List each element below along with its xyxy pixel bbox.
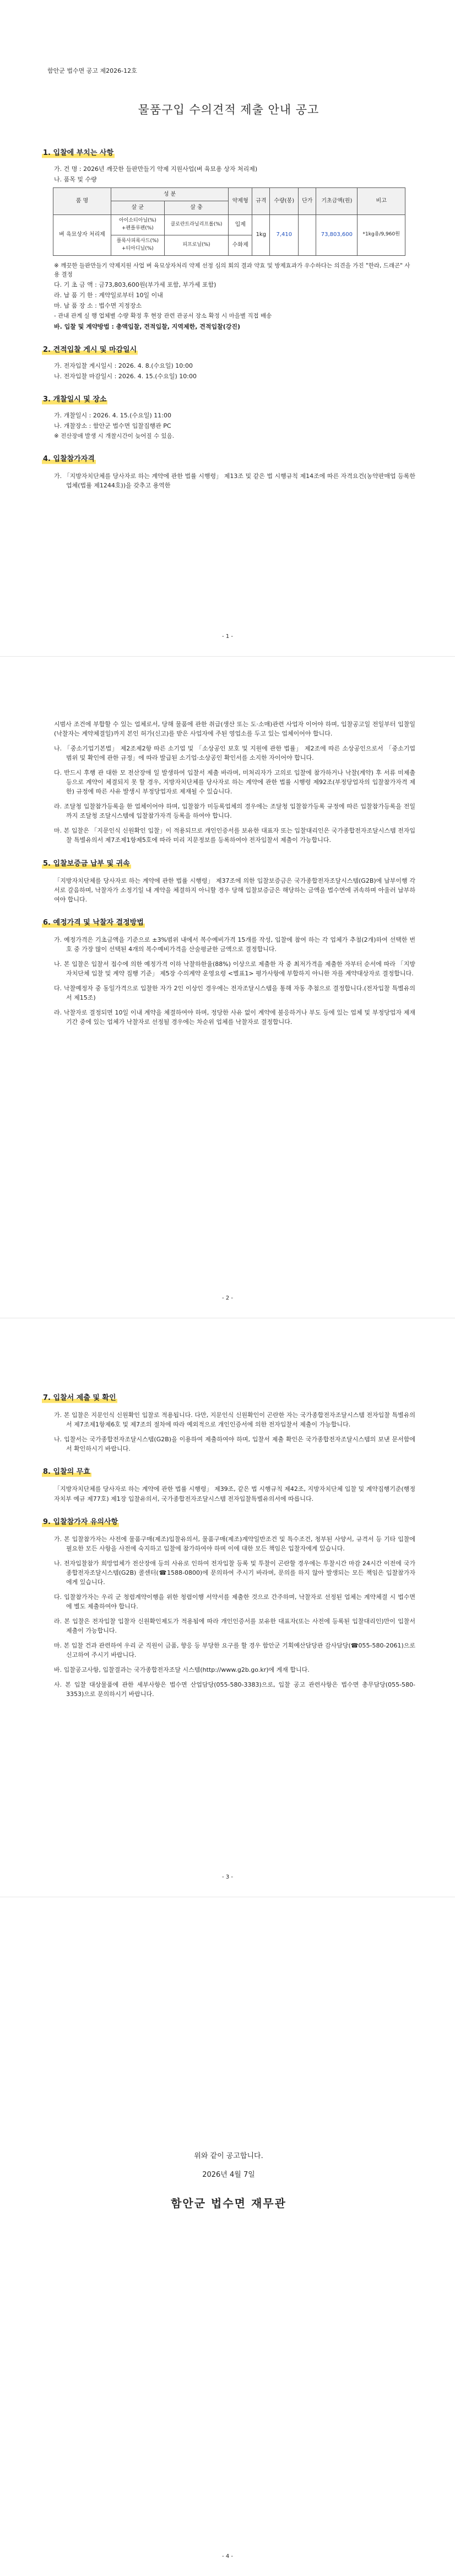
cell-form-2: 수화제 — [229, 235, 252, 255]
price-d: 라. 낙찰자로 결정되면 10일 이내 계약을 체결하여야 하며, 정당한 사유 없이 계약에 불응하거나 부도 등에 있는 업체 및 부정당업자 제재 기간 중에 있는 업체가 낙찰자로 선정될 경우에는 차순위 업체를 낙찰자로 결정합니다. — [54, 1009, 415, 1026]
submit-b: 나. 입찰서는 국가종합전자조달시스템(G2B)을 이용하여 제출하여야 하며, 입찰서 제출 확인은 국가종합전자조달시스템의 보낸 문서함에서 확인하시기 바랍니다. — [54, 1436, 415, 1453]
cell-fungicide-1: 아이소티아닐(%) +펜플루펜(%) — [111, 214, 164, 235]
section-2-title: 2. 견적입찰 게시 및 마감일시 — [42, 345, 138, 356]
cell-insecticide-1: 클로란트라닐리프롤(%) — [164, 214, 229, 235]
caution-d: 라. 본 입찰은 전자입찰 입찰자 신원확인제도가 적용됨에 따라 개인인증서를 보유한 대표자(또는 사전에 등록된 입찰대리인)만이 입찰서 제출이 가능합니다. — [54, 1618, 415, 1635]
section-8-title: 8. 입찰의 무효 — [42, 1467, 91, 1478]
page-number: - 4 - — [222, 2553, 233, 2559]
page-number: - 1 - — [222, 633, 233, 640]
section-9 — [42, 1517, 415, 1699]
page-4 — [0, 1897, 455, 2576]
cell-form-1: 입제 — [229, 214, 252, 235]
document-number: 함안군 법수면 공고 제2026-12호 — [47, 67, 137, 74]
bid-post-time: 가. 전자입찰 게시일시 : 2026. 4. 8.(수요일) 10:00 — [54, 362, 193, 369]
delivery-note: - 관내 관계 실 행 업체별 수량 확정 후 현장 관련 관공서 장소 확정 시 마을별 직접 배송 — [54, 313, 272, 320]
page-1 — [0, 0, 455, 656]
closing-block — [42, 2151, 415, 2181]
cell-qty: 7,410 — [270, 214, 299, 255]
base-amount: 다. 기 초 금 액 : 금73,803,600원(부가세 포함, 부가세 포함) — [54, 281, 216, 289]
caution-f: 바. 입찰공고사항, 입찰결과는 국가종합전자조달 시스템(http://www.g2b.go.kr)에 게재 합니다. — [54, 1666, 310, 1674]
qualification-c: 다. 반드시 후행 관 대한 모 전산장애 일 발생하여 입찰서 제출 바라며, 미처리자가 고의로 입찰에 참가하거나 낙찰(계약) 후 서류 미제출 등으로 계약이 체결되지 못 할 경우, 지방자치단체를 당사자로 하는 계약에 관한 법률 시행령 제92조(부정당업자의 입찰참가자격 제한) 규정에 따른 사유 발생시 부정당업자로 제재될 수 있습니다. — [54, 769, 415, 796]
section-7 — [42, 1393, 415, 1453]
th-amount: 기초금액(원) — [316, 187, 358, 214]
qualification-continued: 시범사 조건에 부합할 수 있는 업체로서, 당해 물품에 관한 취급(생산 또는 도·소매)관련 사업자 이어야 하며, 입찰공고일 전일부터 입찰일(낙찰자는 계약체결일)까지 본인 허가(신고)를 받은 사업자에 주된 영업소를 두고 있는 업체이어야 합니다. — [54, 721, 415, 738]
page-number: - 3 - — [222, 1874, 233, 1880]
qualification-a: 가. 「지방자치단체를 당사자로 하는 계약에 관한 법률 시행령」 제13조 및 같은 법 시행규칙 제14조에 따른 자격요건(농약판매업 등록한 업체(법률 제1244호))을 갖추고 용역한 — [54, 473, 415, 490]
cell-amount: 73,803,600 — [316, 214, 358, 255]
th-qty: 수량(봉) — [270, 187, 299, 214]
qualification-d: 라. 조달청 입찰참가등록을 한 업체이어야 하며, 입찰참가 미등록업체의 경우에는 조달청 입찰참가등록 규정에 따른 입찰참가등록을 전일까지 조달청 조달시스템에 입찰참가자격 등록을 하여야 합니다. — [54, 803, 415, 820]
section-4-title: 4. 입찰참가자격 — [42, 454, 96, 465]
page-number: - 2 - — [222, 1295, 233, 1301]
th-insecticide: 살 충 — [164, 201, 229, 215]
cell-unit — [299, 214, 316, 255]
th-form: 약제형 — [229, 187, 252, 214]
section-6 — [42, 917, 415, 1027]
page-3 — [0, 1318, 455, 1897]
opening-time: 가. 개찰일시 : 2026. 4. 15.(수요일) 11:00 — [54, 411, 171, 419]
delivery-deadline: 라. 납 품 기 한 : 계약일로부터 10일 이내 — [54, 292, 163, 299]
cell-fungicide-2: 플룩사피록사드(%) +티아디닐(%) — [111, 235, 164, 255]
outage-note: ※ 전산장애 발생 시 개찰시간이 늦어질 수 있음. — [54, 433, 175, 440]
cell-insecticide-2: 피프로닐(%) — [164, 235, 229, 255]
closing-date: 2026년 4월 7일 — [202, 2171, 255, 2180]
cell-size: 1kg — [252, 214, 270, 255]
document-title: 물품구입 수의견적 제출 안내 공고 — [138, 103, 319, 117]
th-category: 품 명 — [53, 187, 111, 214]
th-unit: 단가 — [299, 187, 316, 214]
invalid-text: 「지방자치단체를 당사자로 하는 계약에 관한 법률 시행령」 제39조, 같은 법 시행규칙 제42조, 지방자치단체 입찰 및 계약집행기준(행정자치부 예규 제77호) 제1장 입찰유의서, 국가종합전자조달시스템 전자입찰특별유의서에 따릅니다. — [54, 1485, 415, 1502]
th-size: 규격 — [252, 187, 270, 214]
section-1 — [42, 148, 415, 331]
section-2 — [42, 345, 415, 381]
caution-b: 나. 전자입찰참가 희망업체가 전산장애 등의 사유로 인하여 전자입찰 등록 및 투찰이 곤란할 경우에는 투찰시간 마감 24시간 이전에 국가종합전자조달시스템(G2B) 콜센터(☎1588-0800)에 문의하여 주시기 바라며, 문의를 하지 않아 발생되는 모든 책임은 입찰참가자에게 있습니다. — [54, 1559, 415, 1586]
section-1-title: 1. 입찰에 부치는 사항 — [42, 148, 115, 159]
contract-method: 바. 입찰 및 계약방법 : 총액입찰, 견적입찰, 지역제한, 견적입찰(강진) — [54, 323, 241, 330]
section-5 — [42, 858, 415, 904]
closing-line: 위와 같이 공고합니다. — [194, 2152, 263, 2160]
section-7-title: 7. 입찰서 제출 및 확인 — [42, 1393, 117, 1404]
cell-product: 벼 육묘상자 처리제 — [53, 214, 111, 255]
price-a: 가. 예정가격은 기초금액을 기준으로 ±3%범위 내에서 복수예비가격 15개를 작성, 입찰에 참여 하는 각 업체가 추첨(2개)하여 선택한 번호 중 가장 많이 선택된 4개의 복수예비가격을 산술평균한 금액으로 결정합니다. — [54, 936, 415, 953]
opening-place: 나. 개찰장소 : 함안군 법수면 입찰집행관 PC — [54, 422, 171, 430]
section-4 — [42, 454, 415, 490]
th-fungicide: 살 균 — [111, 201, 164, 215]
th-remark: 비고 — [358, 187, 405, 214]
caution-e: 마. 본 입찰 건과 관련하여 우리 군 직원이 금품, 향응 등 부당한 요구를 할 경우 함안군 기획예산담당관 감사담당(☎055-580-2061)으로 신고하여 주시기 바랍니다. — [54, 1642, 415, 1659]
table-row — [53, 214, 405, 235]
items-table — [53, 187, 405, 256]
caution-a: 가. 본 입찰참가자는 사전에 물품구매(제조)입찰유의서, 물품구매(제조)계약일반조건 및 특수조건, 청부된 사양서, 규격서 등 기타 입찰에 필요한 모든 사항을 사전에 숙지하고 입찰에 참가하여야 하며 이에 대한 모든 책임은 입찰자에게 있습니다. — [54, 1535, 415, 1552]
qualification-e: 마. 본 입찰은 「지문인식 신원확인 입찰」이 적용되므로 개인인증서를 보유한 대표자 또는 입찰대리인은 국가종합전자조달시스템 전자입찰 특별유의서 제7조제1항제5호에 따라 미리 지문정보를 등록하여야 전자입찰서 제출이 가능합니다. — [54, 827, 415, 844]
price-b: 나. 본 입찰은 입찰서 접수에 의한 예정가격 이하 낙찰하한율(88%) 이상으로 제출한 자 중 최저가격을 제출한 자부터 순서에 따라 「지방자치단체 입찰 및 계약 집행 기준」 제5장 수의계약 운영요령 <별표1> 평가사항에 부합하지 아니한 자를 계약대상자로 결정합니다. — [54, 960, 415, 978]
selection-note: ※ 깨끗한 들판만들기 약제지원 사업 벼 육묘상자처리 약제 선정 심의 회의 결과 약효 및 방제효과가 우수하다는 의견을 가진 "한라, 드래곤" 사용 결정 — [54, 262, 410, 278]
delivery-location: 마. 납 품 장 소 : 법수면 지정장소 — [54, 302, 142, 310]
submit-a: 가. 본 입찰은 지문인식 신원확인 입찰로 적용됩니다. 다만, 지문인식 신원확인이 곤란한 자는 국가종합전자조달시스템 전자입찰 특별유의서 제7조제1항제6호 및 제7조의 절차에 따라 예외적으로 개인인증서에 의한 전자입찰서 제출이 가능합니다. — [54, 1412, 415, 1429]
section-8 — [42, 1467, 415, 1503]
item-name: 가. 건 명 : 2026년 깨끗한 들판만들기 약제 지원사업(벼 육묘용 상자 처리제) — [54, 165, 258, 173]
deposit-text: 「지방자치단체를 당사자로 하는 계약에 관한 법률 시행령」 제37조에 의한 입찰보증금은 국가종합전자조달시스템(G2B)에 납부이행 각서로 갈음하며, 낙찰자가 소정기일 내 계약을 체결하지 아니할 경우 당해 입찰보증금은 해당하는 금액을 법수면에 귀속하며 아울러 납부하여야 합니다. — [54, 877, 415, 903]
section-9-title: 9. 입찰참가자 유의사항 — [42, 1517, 119, 1528]
page-2 — [0, 656, 455, 1318]
section-5-title: 5. 입찰보증금 납부 및 귀속 — [42, 858, 131, 870]
th-spec: 성 분 — [111, 187, 228, 201]
issuer-name: 함안군 법수면 재무관 — [171, 2197, 286, 2210]
section-3 — [42, 394, 415, 441]
caution-g: 사. 본 입찰 대상물품에 관한 세부사항은 법수면 산업담당(055-580-3383)으로, 입찰 공고 관련사항은 법수면 총무담당(055-580-3353)으로 문의하시기 바랍니다. — [54, 1681, 415, 1698]
cell-remark: *1kg용/9,960원 — [358, 214, 405, 255]
section-3-title: 3. 개찰일시 및 장소 — [42, 394, 107, 405]
price-c: 다. 낙찰예정자 중 동일가격으로 입찰한 자가 2인 이상인 경우에는 전자조달시스템을 통해 자동 추첨으로 결정합니다.(전자입찰 특별유의서 제15조) — [54, 985, 415, 1002]
item-quantity-label: 나. 품목 및 수량 — [54, 175, 97, 183]
qualification-b: 나. 「중소기업기본법」 제2조제2항 따른 소기업 및 「소상공인 보호 및 지원에 관한 법률」 제2조에 따른 소상공인으로서 「중소기업 범위 및 확인에 관한 규정」에 따라 발급된 소기업·소상공인 확인서를 소지한 자이어야 합니다. — [54, 745, 415, 762]
bid-close-time: 나. 전자입찰 마감일시 : 2026. 4. 15.(수요일) 10:00 — [54, 372, 197, 380]
caution-c: 다. 입찰참가자는 우리 군 청렴계약이행을 위한 청렴이행 서약서를 제출한 것으로 간주하며, 낙찰자로 선정된 업체는 계약체결 시 법수면에 별도 제출하여야 합니다. — [54, 1593, 415, 1610]
section-6-title: 6. 예정가격 및 낙찰자 결정방법 — [42, 917, 145, 929]
